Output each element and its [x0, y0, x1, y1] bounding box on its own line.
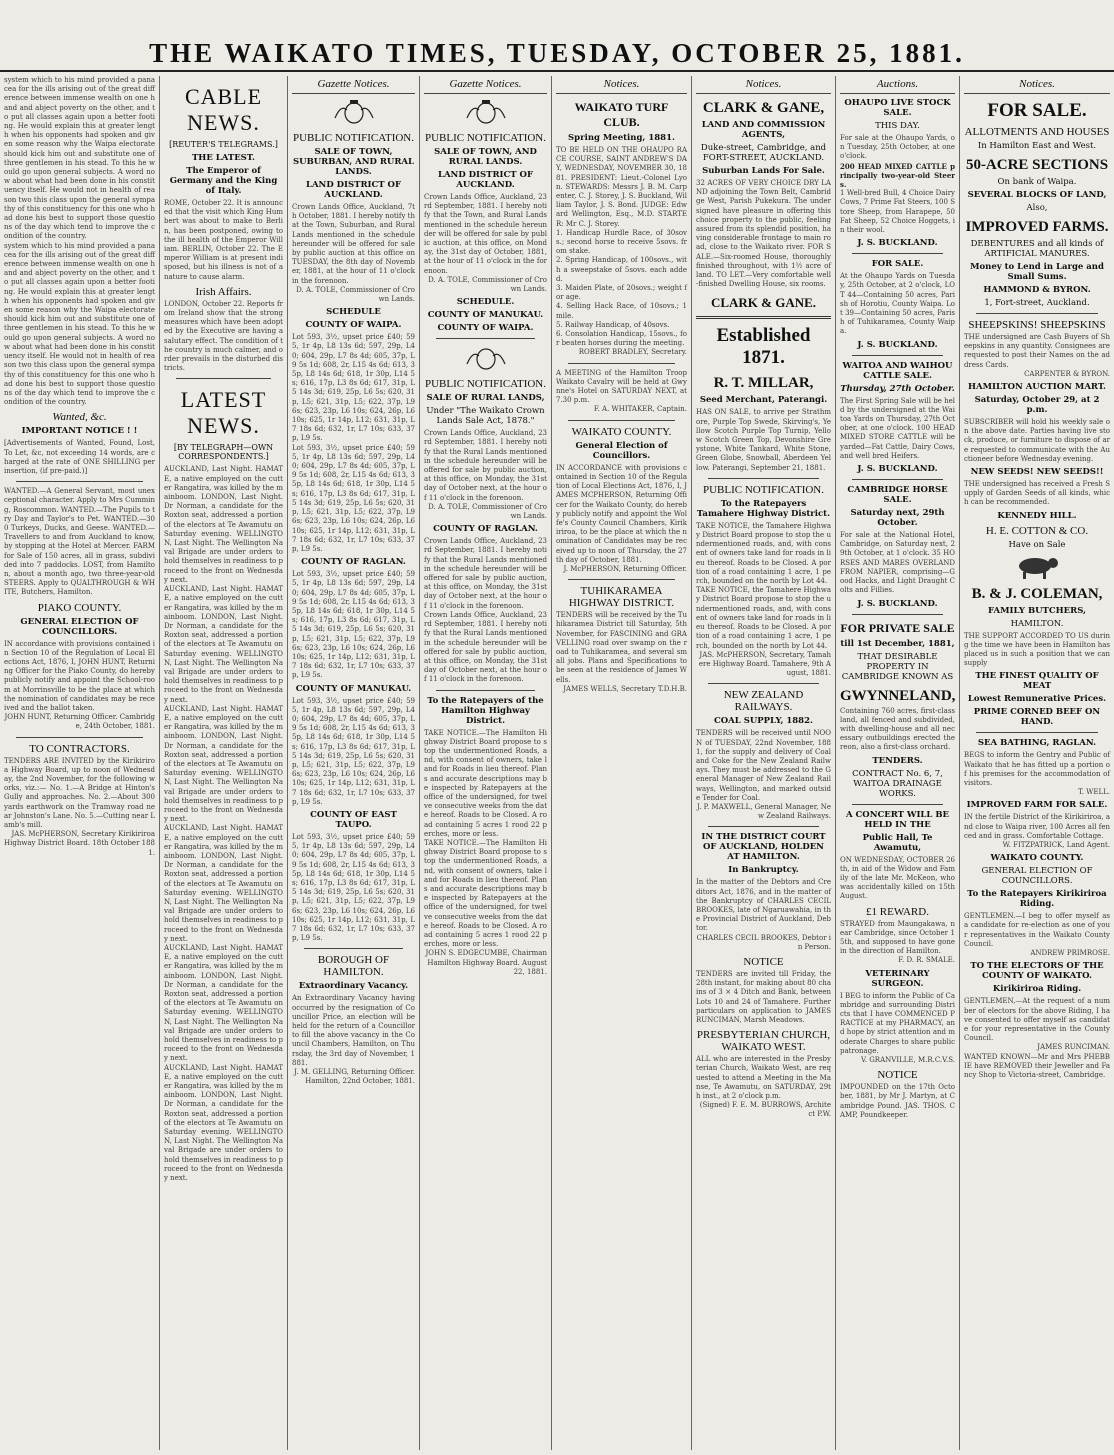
councillors-text: IN ACCORDANCE with provisions contained in Section 10 of the Regulation of Local Elections Act, 1876, I, JAMES MCPHERSON, Returning Officer for the Waikato County, do hereby publicly notify and appoint the Wolfe's County Council Chambers, Kirikiriroa, to be the place at which the nomination of Candidates may be received up to noon of Thursday, the 27th day of October, 1881.	[556, 463, 687, 564]
millar-text: HAS ON SALE, to arrive per Strathmore, Purple Top Swede, Skirving's, Yellow Scotch Purple Top Turnip, Yellow Scotch Green Top, Devonshire Greystone, White Tankard, White Stone, Green Globe, Snowball, Aberdeen Yellow. Paterangi, September 21, 1881.	[696, 408, 831, 472]
borough-heading: BOROUGH OF HAMILTON.	[317, 954, 390, 979]
tamahere-text: TAKE NOTICE, the Tamahere Highway District Board propose to stop the undermentioned roads, and, with consent of owners take land for roads in lieu thereof. Roads to be Closed. A portion of a road containing 1 acre, 1 perch, bounded on the north by Lot 44.	[696, 521, 831, 586]
pn-heading: PUBLIC NOTIFICATION.	[293, 132, 414, 144]
hamilton-text: TAKE NOTICE.—The Hamilton Highway District Board propose to stop the undermentioned Roads, and, with consent of owners, take land for Roads in lieu thereof. Plans and accurate descriptions may be inspected by Ratepayers at the office of the undersigned, for twelve consecutive weeks from the date hereof. Roads to be Closed. A road containing 5 acres 1 rood 22 perches, more or less.	[424, 728, 548, 838]
race-2: 2. Spring Handicap, of 100sovs., with a sweepstake of 5sovs. each added.	[556, 256, 687, 283]
hamilton-sig: JOHN S. EDGECUMBE, Chairman Hamilton Highway Board. August 22, 1881.	[425, 949, 547, 976]
pn-sig: D. A. TOLE, Commissioner of Crown Lands.	[428, 275, 547, 294]
county-raglan: COUNTY OF RAGLAN.	[433, 524, 538, 535]
coat-of-arms-icon	[463, 98, 509, 128]
ohaupo-lot: 200 HEAD MIXED CATTLE principally two-year-old Steers.	[840, 161, 955, 190]
column-7	[836, 76, 960, 1450]
concert-heading: A CONCERT WILL BE HELD IN THE	[845, 809, 950, 830]
gwynne-text: Containing 760 acres, first-class land, all fenced and subdivided, with dwelling-house and all necessary outbuildings erected thereon, also a first-class orchard.	[840, 706, 955, 752]
borough-text: An Extraordinary Vacancy having occurred by the resignation of Councillor Price, an election will be held for the return of a Councillor to fill the above vacancy in the Council Chambers, Hamilton, on Thursday, the 3rd day of November, 1881.	[292, 994, 415, 1067]
cotton-sub: Have on Sale	[1008, 539, 1066, 550]
race-6: 6. Consolation Handicap, 15sovs., for beaten horses during the meeting.	[556, 330, 687, 348]
private-sub: till 1st December, 1881,	[840, 638, 955, 649]
lots-text: Lot 593, 3½, upset price £40; 595, 1r 4p, L8 13s 6d; 597, 29p, L40; 604, 29p, L7 8s 4d; 605, 37p, L9 5s 1d; 608, 2r, L15 4s 6d; 613, 35p, L8 14s 6d; 618, 1r 30p, L14 5s; 616, 17p, L3 8s 6d; 617, 31p, L5 14s 3d; 619, 25p, L6 5s; 620, 31p, L5; 621, 31p, L5; 622, 37p, L9 6s; 623, 23p, L6 10s; 624, 26p, L6 10s; 625, 1r 14p, L12; 631, 31p, L7 18s 6d; 632, 1r, L7 10s; 633, 37p, L9 5s.	[292, 333, 415, 443]
pn-text: Crown Lands Office, Auckland, 23rd September, 1881. I hereby notify that the Town, and Rural Lands mentioned in the schedule hereunder will be offered for sale by public auction, at this office, on Monday, the 31st day of October, 1881, at the hour of 11 o'clock in the forenoon.	[424, 193, 547, 275]
cable-sub: [REUTER'S TELEGRAMS.]	[169, 140, 278, 149]
cable-news-heading: CABLE NEWS.	[184, 84, 263, 135]
electors-text: GENTLEMEN,—At the request of a number of electors for the above Riding, I have consented to offer myself as candidate for your representative in the County Council.	[964, 997, 1110, 1043]
wanted-known: WANTED KNOWN—Mr and Mrs PHEBBIE have REMOVED their Jeweller and Fancy Shop to Victoria-street, Cambridge.	[964, 1052, 1110, 1079]
notice-heading: NOTICE	[743, 955, 784, 968]
contractors-text: TENDERS ARE INVITED by the Kirikiriroa Highway Board, up to noon of Wednesday, the 2nd November, for the following works, viz.:— No. 1.—A Bridge at Hinton's Gully and approaches. No. 2.—About 300 yards earthwork on the Tramway road near Johnston's Lane. No. 5.—Cutting near Lamb's mill.	[4, 756, 155, 830]
turf-sig: ROBERT BRADLEY, Secretary.	[578, 348, 687, 357]
court-text: In the matter of the Debtors and Creditors Act, 1876, and in the matter of the Bankruptcy of CHARLES CECIL BROOKES, late of Ngaruawahia, in the Provincial District of Auckland, Debtor.	[696, 878, 831, 933]
tenders-heading: TENDERS.	[872, 755, 923, 766]
buckland-sig: J. S. BUCKLAND.	[857, 238, 938, 249]
improved-farms: IMPROVED FARMS.	[965, 219, 1109, 235]
piako-heading: PIAKO COUNTY.	[37, 601, 122, 614]
tuhikaramea-heading: TUHIKARAMEA HIGHWAY DISTRICT.	[568, 585, 675, 610]
latest-news-heading: LATEST NEWS.	[180, 387, 267, 439]
coat-of-arms-icon	[331, 98, 377, 128]
improved-text: IN the fertile District of the Kirikiriroa, and close to Waipa river, 100 Acres all fenced and in grass. Comfortable Cottage.	[964, 813, 1110, 840]
latest-text-cont2: AUCKLAND, Last Night. HAMATE, a native employed on the cutter Rangatira, was killed by the mainboom. LONDON, Last Night. Dr Norman, a candidate for the Roxton seat, addressed a portion of the electors at Te Awamutu on Saturday evening. WELLINGTON, Last Night. The Wellington Naval Brigade are under orders to hold themselves in readiness to proceed to the front on Wednesday next.	[164, 704, 283, 824]
column-header: Notices.	[964, 76, 1110, 94]
lots-text-3: Lot 593, 3½, upset price £40; 595, 1r 4p, L8 13s 6d; 597, 29p, L40; 604, 29p, L7 8s 4d; 605, 37p, L9 5s 1d; 608, 2r, L15 4s 6d; 613, 35p, L8 14s 6d; 618, 1r 30p, L14 5s; 616, 17p, L3 8s 6d; 617, 31p, L5 14s 3d; 619, 25p, L6 5s; 620, 31p, L5; 621, 31p, L5; 622, 37p, L9 6s; 623, 23p, L6 10s; 624, 26p, L6 10s; 625, 1r 14p, L12; 631, 31p, L7 18s 6d; 632, 1r, L7 10s; 633, 37p, L9 5s.	[292, 570, 415, 680]
schedule: SCHEDULE	[326, 307, 381, 318]
debenture: DEBENTURES and all kinds of ARTIFICIAL MANURES.	[970, 239, 1104, 259]
race-1: 1. Handicap Hurdle Race, of 30sovs.; second horse to receive 5sovs. from stake.	[556, 228, 687, 256]
sheepskins-heading: SHEEPSKINS! SHEEPSKINS	[968, 319, 1106, 331]
tuhikaramea-sig: JAMES WELLS, Secretary T.D.H.B.	[563, 684, 687, 693]
electors: TO THE ELECTORS OF THE COUNTY OF WAIKATO.	[970, 961, 1104, 982]
councillors-heading: General Election of Councillors.	[575, 440, 668, 461]
important-notice: IMPORTANT NOTICE ! !	[21, 426, 138, 437]
ratepayers-sig: ANDREW PRIMROSE.	[1030, 949, 1110, 958]
tenders-sub: CONTRACT No. 6, 7, WAITOA DRAINAGE WORKS.	[852, 768, 943, 799]
ohaupo-heading: OHAUPO LIVE STOCK SALE.	[844, 98, 951, 118]
tamahere-heading: To the Ratepayers Tamahere Highway District.	[696, 498, 831, 519]
buckland-sig-3: J. S. BUCKLAND.	[857, 464, 938, 475]
lots-text-4: Lot 593, 3½, upset price £40; 595, 1r 4p, L8 13s 6d; 597, 29p, L40; 604, 29p, L7 8s 4d; 605, 37p, L9 5s 1d; 608, 2r, L15 4s 6d; 613, 35p, L8 14s 6d; 618, 1r 30p, L14 5s; 616, 17p, L3 8s 6d; 617, 31p, L5 14s 3d; 619, 25p, L6 5s; 620, 31p, L5; 621, 31p, L5; 622, 37p, L9 6s; 623, 23p, L6 10s; 624, 26p, L6 10s; 625, 1r 14p, L12; 631, 31p, L7 18s 6d; 632, 1r, L7 10s; 633, 37p, L9 5s.	[292, 696, 415, 806]
private-text: THAT DESIRABLE PROPERTY IN CAMBRIDGE KNOWN AS	[841, 651, 954, 682]
bathing-sig: T. WELL.	[1078, 788, 1110, 797]
this-day: THIS DAY.	[875, 121, 920, 131]
turf-heading: WAIKATO TURF CLUB.	[574, 100, 669, 129]
court-heading: IN THE DISTRICT COURT OF AUCKLAND, HOLDEN AT HAMILTON.	[701, 832, 826, 863]
county-manukau: COUNTY OF MANUKAU.	[295, 683, 412, 694]
emperor-text: ROME, October 22. It is announced that the visit which King Humbert was about to make to Berlin, has been postponed, owing to the ill health of the Emperor William. BERLIN, October 22. The Emperor William is at present indisposed, but his illness is not of a nature to cause alarm.	[164, 199, 283, 281]
coleman-sub: FAMILY BUTCHERS,	[987, 605, 1087, 616]
horse-heading: CAMBRIDGE HORSE SALE.	[847, 485, 948, 506]
lowest: Lowest Remunerative Prices.	[967, 694, 1107, 705]
county-waipa: COUNTY OF WAIPA.	[437, 323, 534, 334]
allotments-sub: In Hamilton East and West.	[977, 141, 1097, 151]
notice-heading: NOTICE	[877, 1069, 918, 1082]
acre-sections: 50-ACRE SECTIONS	[965, 157, 1109, 173]
money: Money to Lend in Large and Small Sums.	[970, 262, 1104, 282]
masthead	[0, 0, 1114, 72]
new-seeds: NEW SEEDS! NEW SEEDS!!	[970, 467, 1104, 478]
district: LAND DISTRICT OF AUCKLAND.	[305, 180, 401, 200]
hammond-addr: 1, Fort-street, Auckland.	[984, 298, 1090, 308]
several: SEVERAL BLOCKS OF LAND,	[967, 190, 1107, 200]
contractors-heading: TO CONTRACTORS.	[29, 742, 130, 755]
court-sub: In Bankruptcy.	[728, 865, 799, 876]
wanted-heading: Wanted, &c.	[52, 411, 107, 424]
coleman-text: THE SUPPORT ACCORDED TO US during the time we have been in Hamilton has placed us in such a position that we can supply	[964, 631, 1110, 668]
pn-text: Crown Lands Office, Auckland, 7th October, 1881. I hereby notify that the Town, Suburban, and Rural Lands mentioned in the schedule hereunder will be offered for sale by public auction at this office on TUESDAY, the 8th day of November, 1881, at the hour of 11 o'clock in the forenoon.	[292, 203, 415, 285]
schedule: SCHEDULE.	[456, 297, 515, 308]
suburban-text: 32 ACRES OF VERY CHOICE DRY LAND adjoining the Town Belt, Cambridge West, Parish Pukekura. The undersigned have pleasure in offering this choice property to the public, feeling assured from its splendid position, having considerable frontage to main road, close to the Waikato river. FOR SALE.—Six-roomed House, thoroughly finished throughout, with 1½ acre of land. TO LET.—Very comfortable well-finished Dwelling House, six rooms.	[696, 179, 831, 289]
forsale-text: At the Ohaupo Yards on Tuesday, 25th October, at 2 o'clock, LOT 44—Containing 50 acres, Parish of Horotiu, County Waipa. Lot 39—Containing 50 acres, Parish of Tuhikaramea, County Waipa.	[840, 272, 955, 336]
concert-sub: Public Hall, Te Awamutu,	[862, 832, 933, 853]
county-manukau: COUNTY OF MANUKAU.	[427, 310, 544, 321]
hamilton-date: Saturday, October 29, at 2 p.m.	[974, 395, 1100, 416]
court-sig: CHARLES CECIL BROOKES, Debtor in Person.	[696, 933, 831, 951]
emperor-heading: The Emperor of Germany and the King of Italy.	[169, 166, 278, 196]
sale-heading: PUBLIC NOTIFICATION.	[425, 378, 546, 391]
reward-sig: F. D. R. SMALE.	[898, 956, 955, 965]
article-text: system which to his mind provided a panacea for the ills arising out of the great difference between immense wealth on one hand and abject poverty on the other, and to put all classes again upon a better footing. He would explain this at greater length when his opponents had spoken and given some reason why the Waipa electorate should kick him out and substitute one of three gentlemen in his stead. To this he would go upon general subjects. A word now about what had been done in his constituency itself. He would not in health of reason two this class upon the general sympathy of this constituency for this one who had done his best to support those questions of the day which tend to improve the condition of the country.	[4, 76, 155, 241]
lots-text-2: Lot 593, 3½, upset price £40; 595, 1r 4p, L8 13s 6d; 597, 29p, L40; 604, 29p, L7 8s 4d; 605, 37p, L9 5s 1d; 608, 2r, L15 4s 6d; 613, 35p, L8 14s 6d; 618, 1r 30p, L14 5s; 616, 17p, L3 8s 6d; 617, 31p, L5 14s 3d; 619, 25p, L6 5s; 620, 31p, L5; 621, 31p, L5; 622, 37p, L9 6s; 623, 23p, L6 10s; 624, 26p, L6 10s; 625, 1r 14p, L12; 631, 31p, L7 18s 6d; 632, 1r, L7 10s; 633, 37p, L9 5s.	[292, 443, 415, 553]
hamilton-heading: To the Ratepayers of the Hamilton Highway District.	[427, 695, 544, 726]
troop-text: A MEETING of the Hamilton Troop Waikato Cavalry will be held at Gwynne's Hotel on SATURDAY NEXT, at 7.30 p.m.	[556, 368, 687, 405]
bathing-heading: SEA BATHING, RAGLAN.	[977, 738, 1097, 749]
column-2	[160, 76, 288, 1450]
pn-heading: PUBLIC NOTIFICATION.	[425, 132, 546, 144]
column-4	[420, 76, 552, 1450]
hammond: HAMMOND & BYRON.	[983, 285, 1091, 295]
private-heading: FOR PRIVATE SALE	[840, 620, 955, 635]
column-3	[288, 76, 420, 1450]
sale-text-2: Crown Lands Office, Auckland, 23rd September, 1881. I hereby notify that the Rural Lands mentioned in the schedule hereunder will be offered for sale by public auction, at this office, on Monday, the 31st day of October next, at the hour of 11 o'clock in the forenoon.	[424, 537, 547, 610]
hamilton-text-2: TAKE NOTICE.—The Hamilton Highway District Board propose to stop the undermentioned Roads, and, with consent of owners, take land for Roads in lieu thereof. Plans and accurate descriptions may be inspected by Ratepayers at the office of the undersigned, for twelve consecutive weeks from the date hereof. Roads to be Closed. A road containing 5 acres 1 rood 22 perches, more or less.	[424, 838, 548, 949]
notice-text: TENDERS are invited till Friday, the 28th instant, for making about 80 chains of 3 × 4 Ditch and Bank, between Lots 10 and 24 of Tamahere. Further particulars on application to JAMES RUNCIMAN, Marsh Meadows.	[696, 969, 831, 1024]
cotton-heading: H. E. COTTON & CO.	[985, 524, 1089, 537]
ratepayers-text: GENTLEMEN.—I beg to offer myself as a candidate for re-election as one of your representatives in the Waikato County Council.	[964, 912, 1110, 948]
railways-sig: J. P. MAXWELL, General Manager, New Zealand Railways.	[696, 802, 831, 821]
notice-text: IMPOUNDED on the 17th October, 1881, by Mr J. Martyn, at Cambridge Pound. JAS. THOS. CAMP, Poundkeeper.	[840, 1083, 955, 1119]
acre-sub: On bank of Waipa.	[997, 177, 1077, 187]
suburban-heading: Suburban Lands For Sale.	[702, 166, 825, 176]
clark-sub: LAND AND COMMISSION AGENTS,	[701, 120, 826, 140]
district: LAND DISTRICT OF AUCKLAND.	[437, 170, 533, 190]
newseeds-text: THE undersigned has received a Fresh Supply of Garden Seeds of all kinds, which can be recommended.	[964, 480, 1110, 507]
bullock-icon	[1011, 554, 1063, 580]
tamahere-sig: JAS. McPHERSON, Secretary, Tamahere Highway Board. Tamahere, 9th August, 1881.	[698, 650, 831, 678]
waikato-county: WAIKATO COUNTY.	[571, 425, 672, 438]
clark-addr: Duke-street, Cambridge, and FORT-STREET, AUCKLAND.	[700, 143, 827, 163]
irish-heading: Irish Affairs.	[195, 285, 252, 298]
latest-text-cont4: AUCKLAND, Last Night. HAMATE, a native employed on the cutter Rangatira, was killed by the mainboom. LONDON, Last Night. Dr Norman, a candidate for the Roxton seat, addressed a portion of the electors at Te Awamutu on Saturday evening. WELLINGTON, Last Night. The Wellington Naval Brigade are under orders to hold themselves in readiness to proceed to the front on Wednesday next.	[164, 944, 283, 1063]
race-5: 5. Railway Handicap, of 40sovs.	[556, 320, 670, 329]
vet-sig: V. GRANVILLE, M.R.C.V.S.	[860, 1055, 955, 1064]
gwynneland: GWYNNELAND,	[840, 687, 956, 704]
turf-text: TO BE HELD ON THE OHAUPO RACE COURSE, SAINT ANDREW'S DAY, WEDNESDAY, NOVEMBER 30, 1881. PRESIDENT: Lieut.-Colonel Lyon. STEWARDS: Messrs J. B. M. Carpenter, C. J. Storey, J. S. Buckland, William Taylor, J. S. Bond. JUDGE: Edward Wellington, Esq., M.D. STARTER: Mr C. J. Storey.	[556, 146, 687, 228]
sale-under: Under "The Waikato Crown Lands Sale Act, 1878."	[426, 406, 545, 427]
vet-heading: VETERINARY SURGEON.	[865, 968, 930, 989]
pn-sub: SALE OF TOWN, SUBURBAN, AND RURAL LANDS.	[293, 147, 414, 177]
waikato-sub: GENERAL ELECTION OF COUNCILLORS.	[981, 866, 1093, 887]
coleman-place: HAMILTON.	[1010, 618, 1064, 629]
church-heading: PRESBYTERIAN CHURCH, WAIKATO WEST.	[696, 1029, 831, 1054]
hamilton-text: SUBSCRIBER will hold his weekly sale on the above date. Parties having live stock, produce, or furniture to dispose of are requested to communicate with the Auctioneer before Wednesday evening.	[964, 418, 1110, 463]
clark-sig: CLARK & GANE.	[710, 295, 817, 311]
sale-sig: D. A. TOLE, Commissioner of Crown Lands.	[428, 502, 547, 521]
pn-sub: SALE OF TOWN, AND RURAL LANDS.	[434, 147, 537, 167]
column-8	[960, 76, 1114, 1450]
electors-sub: Kirikiriroa Riding.	[992, 984, 1082, 995]
cable-latest: THE LATEST.	[191, 153, 256, 163]
borough-sig: J. M. GELLING, Returning Officer. Hamilton, 22nd October, 1881.	[294, 1068, 415, 1086]
wanted-ads: WANTED.—A General Servant, most unexceptional character. Apply to Mrs Cumming, Roscommon. WANTED.—The Pupils to try Day and Taylor's to Pet. WANTED.—300 Turkeys, Ducks, and Geese. WANTED.—Travellers to and from Auckland to know, by stopping at the Hotel at Mercer. FARM for Sale of 150 acres, all in grass, subdivided into 7 paddocks. LOST, from Hamilton, about a month ago, two three-year-old STEERS. Apply to QUALTHROUGH & WHITE, Butchers, Hamilton.	[4, 487, 155, 597]
forsale-heading: FOR SALE.	[871, 259, 924, 270]
clark-heading: CLARK & GANE,	[702, 100, 825, 116]
sale-text-3: Crown Lands Office, Auckland, 23rd September, 1881. I hereby notify that the Rural Lands mentioned in the schedule hereunder will be offered for sale by public auction, at this office, on Monday, the 31st day of October next, at the hour of 11 o'clock in the forenoon.	[424, 610, 547, 684]
railways-heading: NEW ZEALAND RAILWAYS.	[723, 689, 804, 714]
waikato-county: WAIKATO COUNTY.	[990, 853, 1084, 864]
reward-heading: £1 REWARD.	[866, 905, 929, 918]
improved-farm: IMPROVED FARM FOR SALE.	[966, 800, 1108, 811]
buckland-sig-2: J. S. BUCKLAND.	[857, 339, 938, 350]
troop-sig: F. A. WHITAKER, Captain.	[593, 405, 687, 414]
improved-sig: W. FITZPATRICK, Land Agent.	[1002, 841, 1110, 850]
ratepayers: To the Ratepayers Kirikiriroa Riding.	[967, 889, 1107, 910]
ohaupo-items: 1 Well-bred Bull, 4 Choice Dairy Cows, 7 Prime Fat Steers, 100 Store Sheep, from Harapepe, 50 Fat Sheep, 52 Choice Hoggets, in their wool.	[840, 189, 955, 235]
race-3: 3. Maiden Plate, of 20sovs.; weight for age.	[556, 284, 687, 302]
county-raglan: COUNTY OF RAGLAN.	[301, 557, 406, 568]
borough-sub: Extraordinary Vacancy.	[298, 981, 409, 992]
column-header: Notices.	[696, 76, 831, 94]
sheepskins-sig: CARPENTER & BYRON.	[1024, 369, 1110, 378]
sale-sub: SALE OF RURAL LANDS,	[426, 393, 545, 404]
railways-sub: COAL SUPPLY, 1882.	[714, 716, 813, 727]
corned: PRIME CORNED BEEF ON HAND.	[973, 707, 1101, 728]
contractors-sig: JAS. McPHERSON, Secretary Kirikiriroa Highway District Board. 18th October 1881.	[4, 830, 155, 857]
millar-sub: Seed Merchant, Paterangi.	[699, 395, 828, 406]
allotments: ALLOTMENTS AND HOUSES	[964, 126, 1110, 138]
church-text: ALL who are interested in the Presbyterian Church, Waikato West, are requested to attend a Meeting in the Manse, Te Awamutu, on SATURDAY, 29th inst., at 2 o'clock p.m.	[696, 1055, 831, 1100]
coat-of-arms-icon	[463, 344, 509, 374]
coleman-heading: B. & J. COLEMAN,	[971, 585, 1103, 602]
piako-sig: JOHN HUNT, Returning Officer. Cambridge, 24th October, 1881.	[4, 713, 155, 731]
article-text-cont: system which to his mind provided a panacea for the ills arising out of the great difference between immense wealth on one hand and abject poverty on the other, and to put all classes again upon a better footing. He would explain this at greater length when his opponents had spoken and given some reason why the Waipa electorate should kick him out and substitute one of three gentlemen in his stead. To this he would go upon general subjects. A word now about what had been done in his constituency itself. He would not in health of reason two this class upon the general sympathy of this constituency for this one who had done his best to support those questions of the day which tend to improve the condition of the country.	[4, 241, 155, 407]
tamahere-text-2: TAKE NOTICE, the Tamahere Highway District Board propose to stop the undermentioned roads, and, with consent of owners take land for roads in lieu thereof. Roads to be Closed. A portion of a road containing 1 acre, 1 perch, bounded on the north by Lot 44.	[696, 586, 831, 650]
piako-sub: GENERAL ELECTION OF COUNCILLORS.	[20, 616, 139, 637]
reward-text: STRAYED from Maungakawa, near Cambridge, since October 15th, and supposed to have gone in the direction of Hamilton.	[840, 919, 955, 956]
kennedy: KENNEDY HILL.	[997, 510, 1077, 521]
masthead-title: THE WAIKATO TIMES, TUESDAY, OCTOBER 25, 1881.	[149, 38, 965, 68]
piako-text: IN accordance with provisions contained in Section 10 of the Regulation of Local Elections Act, 1876, I, JOHN HUNT, Returning Officer for the Piako County, do hereby publicly notify and appoint the School-room at Morrinsville to be the place at which the nomination of candidates may be received and the ballot taken.	[4, 639, 155, 712]
also: Also,	[1026, 203, 1048, 213]
race-4: 4. Selling Hack Race, of 10sovs.; 1 mile.	[556, 302, 687, 320]
vet-text: I BEG to inform the Public of Cambridge and surrounding Districts that I have COMMENCED PRACTICE at my PHARMACY, and hope by strict attention and moderate Charges to share public patronage.	[840, 991, 955, 1055]
column-6	[692, 76, 836, 1450]
church-sig: (Signed) F. E. M. BURROWS, Architect P.W.	[699, 1101, 831, 1119]
pn-heading: PUBLIC NOTIFICATION.	[703, 483, 824, 496]
councillors-sig: J. McPHERSON, Returning Officer.	[563, 564, 687, 573]
waitoa-heading: WAITOA AND WAIHOU CATTLE SALE.	[842, 360, 953, 381]
tuhikaramea-text: TENDERS will be received by the Tuhikaramea District till Saturday, 5th November, for FASCINING and GRAVELLING road over swamp on the road to Tuhikaramea, and several small jobs. Plans and Specifications to be seen at the residence of James Wells.	[556, 611, 687, 684]
sale-text: Crown Lands Office, Auckland, 23rd September, 1881. I hereby notify that the Rural Lands mentioned in the schedule hereunder will be offered for sale by public auction, at this office, on Monday, the 31st day of October next, at the hour of 11 o'clock in the forenoon.	[424, 429, 547, 502]
bathing-text: BEGS to inform the Gentry and Public of Waikato that he has fitted up a portion of his premises for the accommodation of visitors.	[964, 751, 1110, 788]
column-5	[552, 76, 692, 1450]
waitoa-text: The First Spring Sale will be held by the undersigned at the Waitoa Yards on Thursday, 27th October, at one o'clock. 100 HEAD MIXED STORE CATTLE will be yarded—Fat Cattle, Dairy Cows, and well bred Heifers.	[840, 396, 955, 460]
latest-sub: [BY TELEGRAPH—OWN CORRESPONDENTS.]	[173, 443, 274, 462]
pn-sig: D. A. TOLE, Commissioner of Crown Lands.	[296, 285, 415, 304]
concert-text: ON WEDNESDAY, OCTOBER 26th, in aid of the Widow and Family of the late Mr. McKeon, who was accidentally killed on 15th August.	[840, 855, 955, 901]
ohaupo-text: For sale at the Ohaupo Yards, on Tuesday, 25th October, at one o'clock.	[840, 134, 955, 161]
column-header: Auctions.	[840, 76, 955, 94]
established-heading: Established 1871.	[716, 325, 811, 369]
latest-text-cont: AUCKLAND, Last Night. HAMATE, a native employed on the cutter Rangatira, was killed by the mainboom. LONDON, Last Night. Dr Norman, a candidate for the Roxton seat, addressed a portion of the electors at Te Awamutu on Saturday evening. WELLINGTON, Last Night. The Wellington Naval Brigade are under orders to hold themselves in readiness to proceed to the front on Wednesday next.	[164, 585, 283, 704]
electors-sig: JAMES RUNCIMAN.	[1037, 1043, 1110, 1052]
latest-text-cont5: AUCKLAND, Last Night. HAMATE, a native employed on the cutter Rangatira, was killed by the mainboom. LONDON, Last Night. Dr Norman, a candidate for the Roxton seat, addressed a portion of the electors at Te Awamutu on Saturday evening. WELLINGTON, Last Night. The Wellington Naval Brigade are under orders to hold themselves in readiness to proceed to the front on Wednesday next.	[164, 1063, 283, 1183]
column-1	[0, 76, 160, 1450]
column-header: Gazette Notices.	[292, 76, 415, 94]
column-header: Gazette Notices.	[424, 76, 547, 94]
forsale-heading: FOR SALE.	[987, 100, 1087, 121]
hamilton-auction: HAMILTON AUCTION MART.	[967, 382, 1107, 393]
buckland-sig-4: J. S. BUCKLAND.	[857, 598, 938, 609]
lots-text-5: Lot 593, 3½, upset price £40; 595, 1r 4p, L8 13s 6d; 597, 29p, L40; 604, 29p, L7 8s 4d; 605, 37p, L9 5s 1d; 608, 2r, L15 4s 6d; 613, 35p, L8 14s 6d; 618, 1r 30p, L14 5s; 616, 17p, L3 8s 6d; 617, 31p, L5 14s 3d; 619, 25p, L6 5s; 620, 31p, L5; 621, 31p, L5; 622, 37p, L9 6s; 623, 23p, L6 10s; 624, 26p, L6 10s; 625, 1r 14p, L12; 631, 31p, L7 18s 6d; 632, 1r, L7 10s; 633, 37p, L9 5s.	[292, 832, 415, 943]
turf-sub: Spring Meeting, 1881.	[568, 133, 675, 143]
horse-text: For sale at the National Hotel, Cambridge, on Saturday next, 29th October, at 1 o'clock. 35 HORSES AND MARES OVERLAND FROM NAPIER, comprising—Good Hacks, and Light Draught Colts and Fillies.	[840, 531, 955, 595]
horse-date: Saturday next, 29th October.	[850, 508, 945, 529]
county-waipa: COUNTY OF WAIPA.	[305, 320, 402, 331]
notice-text: [Advertisements of Wanted, Found, Lost, To Let, &c, not exceeding 14 words, are charged at the rate of ONE SHILLING per insertion, (if pre-paid.)]	[4, 439, 155, 475]
railways-text: TENDERS will be received until NOON of TUESDAY, 22nd November, 1881, for the supply and delivery of Coal and Coke for the New Zealand Railways. They must be addressed to the General Manager of New Zealand Railways, Wellington, and marked outside Tender for Coal.	[696, 729, 831, 802]
latest-text-cont3: AUCKLAND, Last Night. HAMATE, a native employed on the cutter Rangatira, was killed by the mainboom. LONDON, Last Night. Dr Norman, a candidate for the Roxton seat, addressed a portion of the electors at Te Awamutu on Saturday evening. WELLINGTON, Last Night. The Wellington Naval Brigade are under orders to hold themselves in readiness to proceed to the front on Wednesday next.	[164, 824, 283, 943]
latest-text: AUCKLAND, Last Night. HAMATE, a native employed on the cutter Rangatira, was killed by the mainboom. LONDON, Last Night. Dr Norman, a candidate for the Roxton seat, addressed a portion of the electors at Te Awamutu on Saturday evening. WELLINGTON, Last Night. The Wellington Naval Brigade are under orders to hold themselves in readiness to proceed to the front on Wednesday next.	[164, 465, 283, 584]
irish-text: LONDON, October 22. Reports from Ireland show that the strong measures which have been adopted by the Executive are having a salutary effect. The condition of the country is much calmer, and order prevails in the disturbed districts.	[164, 299, 283, 373]
waitoa-date: Thursday, 27th October.	[840, 383, 955, 394]
county-east-taupo: COUNTY OF EAST TAUPO.	[310, 809, 397, 830]
millar-heading: R. T. MILLAR,	[713, 375, 814, 392]
sheepskins-text: THE undersigned are Cash Buyers of Sheepskins in any quantity. Consignees are requested to post their Names on the address Cards.	[964, 333, 1110, 369]
column-header: Notices.	[556, 76, 687, 94]
finest: THE FINEST QUALITY OF MEAT	[975, 671, 1099, 692]
